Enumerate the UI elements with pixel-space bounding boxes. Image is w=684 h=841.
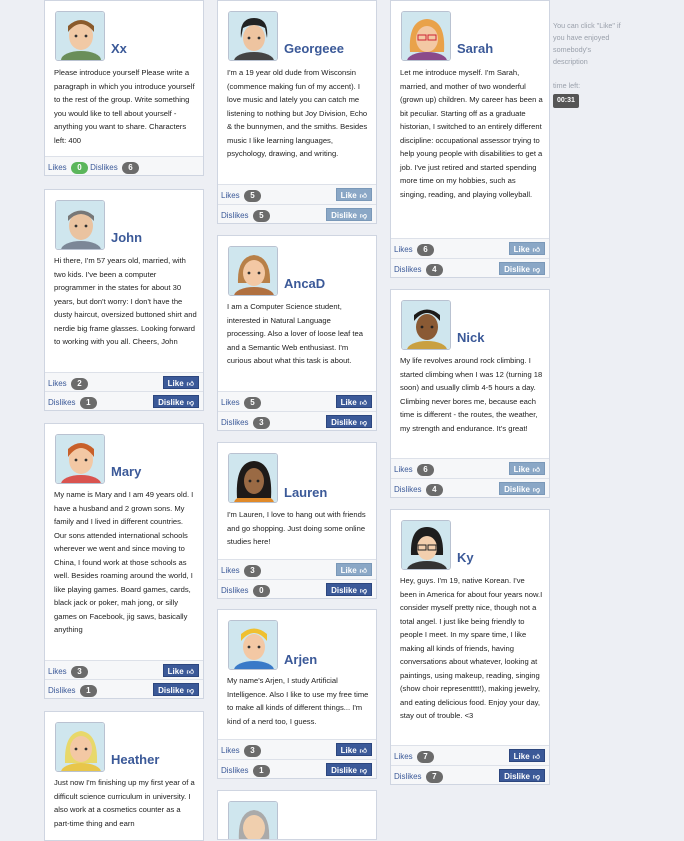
likes-row bbox=[391, 238, 549, 258]
profile-card bbox=[390, 509, 550, 785]
likes-label: Likes bbox=[221, 191, 240, 200]
likes-count: 3 bbox=[71, 666, 88, 678]
likes-row bbox=[391, 458, 549, 478]
likes-row bbox=[218, 739, 376, 759]
like-button-label: Like bbox=[513, 245, 530, 254]
dislikes-label-wrap bbox=[48, 397, 97, 409]
like-button[interactable] bbox=[163, 664, 199, 677]
dislikes-label-wrap bbox=[221, 585, 270, 597]
time-left-label: time left: bbox=[553, 81, 581, 90]
dislikes-row bbox=[391, 258, 549, 278]
profile-name: Heather bbox=[111, 752, 160, 767]
dislikes-label: Dislikes bbox=[221, 766, 249, 775]
likes-label-wrap bbox=[394, 751, 434, 763]
profile-name: Nick bbox=[457, 330, 485, 345]
avatar bbox=[228, 246, 278, 296]
like-button[interactable] bbox=[336, 395, 372, 408]
dislikes-count: 4 bbox=[426, 264, 443, 276]
profile-name: John bbox=[111, 230, 143, 245]
profile-description: Hi there, I'm 57 years old, married, with two kids. I've been a computer programmer in the states for about 30 years, but don't worry: I don't have the dusty haircut, oversized buttoned shirt and nerdie big frame glasses. Looking forward to working with you all. Cheers, John bbox=[54, 256, 197, 346]
dislikes-label-wrap bbox=[394, 484, 443, 496]
dislike-button[interactable] bbox=[499, 769, 545, 782]
dislike-button-label: Dislike bbox=[331, 418, 357, 427]
dislikes-row bbox=[218, 204, 376, 224]
likes-label: Likes bbox=[48, 667, 67, 676]
avatar bbox=[55, 200, 105, 250]
dislike-button[interactable] bbox=[499, 482, 545, 495]
dislikes-count: 0 bbox=[253, 585, 270, 597]
dislike-button-label: Dislike bbox=[504, 265, 530, 274]
profile-card bbox=[44, 0, 204, 176]
thumbs-down-icon: 👎︎ bbox=[359, 588, 367, 595]
dislikes-label-wrap bbox=[394, 264, 443, 276]
like-button[interactable] bbox=[336, 563, 372, 576]
likes-label-wrap bbox=[394, 464, 434, 476]
thumbs-up-icon: 👍︎ bbox=[532, 467, 540, 474]
profile-card bbox=[44, 423, 204, 699]
dislikes-label: Dislikes bbox=[90, 163, 118, 172]
thumbs-down-icon: 👎︎ bbox=[359, 420, 367, 427]
profile-name: Lauren bbox=[284, 485, 328, 500]
dislikes-count: 1 bbox=[80, 397, 97, 409]
avatar bbox=[401, 11, 451, 61]
dislikes-label-wrap bbox=[394, 771, 443, 783]
likes-row bbox=[45, 156, 203, 176]
thumbs-down-icon: 👎︎ bbox=[359, 213, 367, 220]
avatar bbox=[401, 520, 451, 570]
dislikes-label: Dislikes bbox=[48, 686, 76, 695]
likes-count: 5 bbox=[244, 190, 261, 202]
dislikes-row bbox=[391, 478, 549, 498]
dislikes-label: Dislikes bbox=[221, 418, 249, 427]
like-button[interactable] bbox=[509, 749, 545, 762]
dislikes-count: 6 bbox=[122, 162, 139, 174]
dislike-button[interactable] bbox=[326, 208, 372, 221]
profile-card bbox=[390, 289, 550, 498]
like-button-label: Like bbox=[513, 465, 530, 474]
like-button-label: Like bbox=[167, 379, 184, 388]
likes-label-wrap bbox=[394, 244, 434, 256]
dislikes-count: 1 bbox=[80, 685, 97, 697]
vote-summary bbox=[48, 162, 139, 174]
dislikes-label-wrap bbox=[221, 210, 270, 222]
dislike-button-label: Dislike bbox=[158, 398, 184, 407]
like-button-label: Like bbox=[513, 752, 530, 761]
thumbs-down-icon: 👎︎ bbox=[359, 768, 367, 775]
profile-description: My name's Arjen, I study Artificial Intelligence. Also I like to use my free time to make all kinds of different things... I'm kind of a nerd too, I guess. bbox=[227, 676, 369, 726]
thumbs-up-icon: 👍︎ bbox=[186, 381, 194, 388]
dislike-button[interactable] bbox=[326, 583, 372, 596]
likes-row bbox=[45, 372, 203, 392]
likes-count: 6 bbox=[417, 464, 434, 476]
likes-count: 3 bbox=[244, 745, 261, 757]
likes-label-wrap bbox=[221, 745, 261, 757]
profile-description: I am a Computer Science student, interested in Natural Language processing. Also a lover of loose leaf tea and a Semantic Web enthusiast. I'm curious about what this task is about. bbox=[227, 302, 363, 365]
avatar bbox=[228, 801, 278, 840]
profile-card bbox=[217, 0, 377, 224]
avatar bbox=[55, 722, 105, 772]
likes-row bbox=[218, 559, 376, 579]
thumbs-up-icon: 👍︎ bbox=[186, 669, 194, 676]
dislike-button[interactable] bbox=[153, 395, 199, 408]
likes-row bbox=[218, 391, 376, 411]
likes-count: 5 bbox=[244, 397, 261, 409]
like-button[interactable] bbox=[336, 743, 372, 756]
profile-card bbox=[390, 0, 550, 278]
thumbs-up-icon: 👍︎ bbox=[359, 748, 367, 755]
avatar bbox=[55, 434, 105, 484]
thumbs-down-icon: 👎︎ bbox=[532, 267, 540, 274]
avatar bbox=[228, 453, 278, 503]
dislikes-count: 5 bbox=[253, 210, 270, 222]
likes-label: Likes bbox=[221, 398, 240, 407]
profile-card bbox=[217, 790, 377, 840]
like-button-label: Like bbox=[340, 191, 357, 200]
dislike-button-label: Dislike bbox=[158, 686, 184, 695]
likes-label-wrap bbox=[221, 565, 261, 577]
dislike-button[interactable] bbox=[326, 415, 372, 428]
likes-label: Likes bbox=[394, 245, 413, 254]
likes-label: Likes bbox=[394, 752, 413, 761]
likes-label: Likes bbox=[394, 465, 413, 474]
likes-count: 0 bbox=[71, 162, 88, 174]
likes-row bbox=[218, 184, 376, 204]
like-button-label: Like bbox=[167, 667, 184, 676]
thumbs-up-icon: 👍︎ bbox=[532, 754, 540, 761]
thumbs-down-icon: 👎︎ bbox=[532, 487, 540, 494]
dislikes-label: Dislikes bbox=[221, 211, 249, 220]
profile-card bbox=[44, 189, 204, 411]
dislike-button-label: Dislike bbox=[331, 211, 357, 220]
thumbs-up-icon: 👍︎ bbox=[359, 400, 367, 407]
dislike-button-label: Dislike bbox=[504, 485, 530, 494]
like-button-label: Like bbox=[340, 566, 357, 575]
dislikes-row bbox=[218, 759, 376, 779]
likes-count: 7 bbox=[417, 751, 434, 763]
avatar bbox=[228, 11, 278, 61]
profile-card bbox=[217, 442, 377, 599]
dislike-button[interactable] bbox=[326, 763, 372, 776]
dislikes-row bbox=[391, 765, 549, 785]
likes-count: 2 bbox=[71, 378, 88, 390]
dislikes-label: Dislikes bbox=[394, 772, 422, 781]
profile-card bbox=[44, 711, 204, 841]
like-button[interactable] bbox=[509, 462, 545, 475]
profile-description: Let me introduce myself. I'm Sarah, married, and mother of two wonderful (grown up) children. My career has been a bit peculiar. Starting off as a graduate historian, I switched to an entirely different discipline: occupational assessor trying to help young people with disabilities to get a job. I've just retired and started spending more time on my hobbies, such as singing, reading, and playing volleyball. bbox=[400, 68, 543, 199]
likes-label: Likes bbox=[48, 379, 67, 388]
profile-card bbox=[217, 609, 377, 779]
profile-description: My name is Mary and I am 49 years old. I have a husband and 2 grown sons. My family and I lived in different countries. Our sons attended international schools wherever we went and since moving to China, I found work at those schools as well. Besides roaming around the world, I like playing games. Board games, cards, black jack or poker, mah jong, or silly games on Facebook, jig saws, basically anything bbox=[54, 490, 194, 634]
avatar bbox=[228, 620, 278, 670]
profile-description: I'm Lauren, I love to hang out with friends and go shopping. Just doing some online studies here! bbox=[227, 510, 366, 546]
thumbs-down-icon: 👎︎ bbox=[186, 688, 194, 695]
profile-description: Just now I'm finishing up my first year of a difficult science curriculum in university. I also work at a cosmetics counter as a part-time thing and earn bbox=[54, 778, 195, 828]
dislikes-row bbox=[45, 391, 203, 411]
likes-label-wrap bbox=[221, 397, 261, 409]
dislike-button[interactable] bbox=[153, 683, 199, 696]
thumbs-up-icon: 👍︎ bbox=[532, 247, 540, 254]
likes-row bbox=[391, 745, 549, 765]
avatar bbox=[55, 11, 105, 61]
like-hint-text: You can click "Like" if you have enjoyed somebody's description bbox=[553, 21, 621, 66]
dislikes-label-wrap bbox=[221, 417, 270, 429]
avatar bbox=[401, 300, 451, 350]
dislikes-label: Dislikes bbox=[394, 485, 422, 494]
likes-count: 3 bbox=[244, 565, 261, 577]
profile-name: Georgeee bbox=[284, 41, 344, 56]
dislikes-row bbox=[218, 579, 376, 599]
profile-name: Ky bbox=[457, 550, 474, 565]
likes-label-wrap bbox=[221, 190, 261, 202]
dislike-button-label: Dislike bbox=[331, 766, 357, 775]
likes-row bbox=[45, 660, 203, 680]
profile-name: Sarah bbox=[457, 41, 494, 56]
dislike-button-label: Dislike bbox=[504, 772, 530, 781]
profile-description: Hey, guys. I'm 19, native Korean. I've been in America for about four years now.I consider myself pretty nice, though not a total angel. I just like being friendly to people I meet. In my spare time, I like making all kinds of friends, having conversations about whatever, looking at paintings, using makeup, reading, singing (show choir representttt!), making jewelry, and eating delicious food. Enjoy your day, stay out of trouble. <3 bbox=[400, 576, 543, 720]
dislike-button[interactable] bbox=[499, 262, 545, 275]
thumbs-up-icon: 👍︎ bbox=[359, 568, 367, 575]
likes-label-wrap bbox=[48, 378, 88, 390]
likes-label-wrap bbox=[48, 666, 88, 678]
dislikes-row bbox=[218, 411, 376, 431]
profile-name: Arjen bbox=[284, 652, 318, 667]
dislikes-count: 7 bbox=[426, 771, 443, 783]
likes-label: Likes bbox=[48, 163, 67, 172]
profile-name: AncaD bbox=[284, 276, 326, 291]
dislikes-count: 1 bbox=[253, 765, 270, 777]
profile-description: I'm a 19 year old dude from Wisconsin (commence making fun of my accent). I love music and lately you can catch me listening to nothing but Joy Division, Echo & the bunnymen, and the smiths. Besides music I like learning languages, psychology, drawing, and writing. bbox=[227, 68, 368, 158]
dislikes-label: Dislikes bbox=[48, 398, 76, 407]
dislikes-label-wrap bbox=[48, 685, 97, 697]
thumbs-up-icon: 👍︎ bbox=[359, 193, 367, 200]
like-button-label: Like bbox=[340, 746, 357, 755]
dislikes-count: 3 bbox=[253, 417, 270, 429]
thumbs-down-icon: 👎︎ bbox=[532, 774, 540, 781]
like-button[interactable] bbox=[163, 376, 199, 389]
dislikes-row bbox=[45, 679, 203, 699]
like-button-label: Like bbox=[340, 398, 357, 407]
dislike-button-label: Dislike bbox=[331, 586, 357, 595]
sidebar bbox=[553, 20, 623, 108]
likes-label: Likes bbox=[221, 566, 240, 575]
profile-name: Xx bbox=[111, 41, 127, 56]
like-button[interactable] bbox=[336, 188, 372, 201]
profile-description: Please introduce yourself Please write a paragraph in which you introduce yourself to the rest of the group. Write something you would like to tell about yourself - anything you want to share. Characters left: 400 bbox=[54, 68, 195, 145]
countdown-timer: 00:31 bbox=[553, 94, 579, 108]
like-button[interactable] bbox=[509, 242, 545, 255]
thumbs-down-icon: 👎︎ bbox=[186, 400, 194, 407]
likes-label: Likes bbox=[221, 746, 240, 755]
dislikes-count: 4 bbox=[426, 484, 443, 496]
profile-name: Mary bbox=[111, 464, 142, 479]
dislikes-label: Dislikes bbox=[394, 265, 422, 274]
profile-card bbox=[217, 235, 377, 431]
dislikes-label: Dislikes bbox=[221, 586, 249, 595]
profile-description: My life revolves around rock climbing. I started climbing when I was 12 (turning 18 soon) and usually climb 4-5 hours a day. Climbing never bores me, because each time is different - the routes, the weather, my strength and endurance. It's great! bbox=[400, 356, 543, 433]
likes-count: 6 bbox=[417, 244, 434, 256]
dislikes-label-wrap bbox=[221, 765, 270, 777]
